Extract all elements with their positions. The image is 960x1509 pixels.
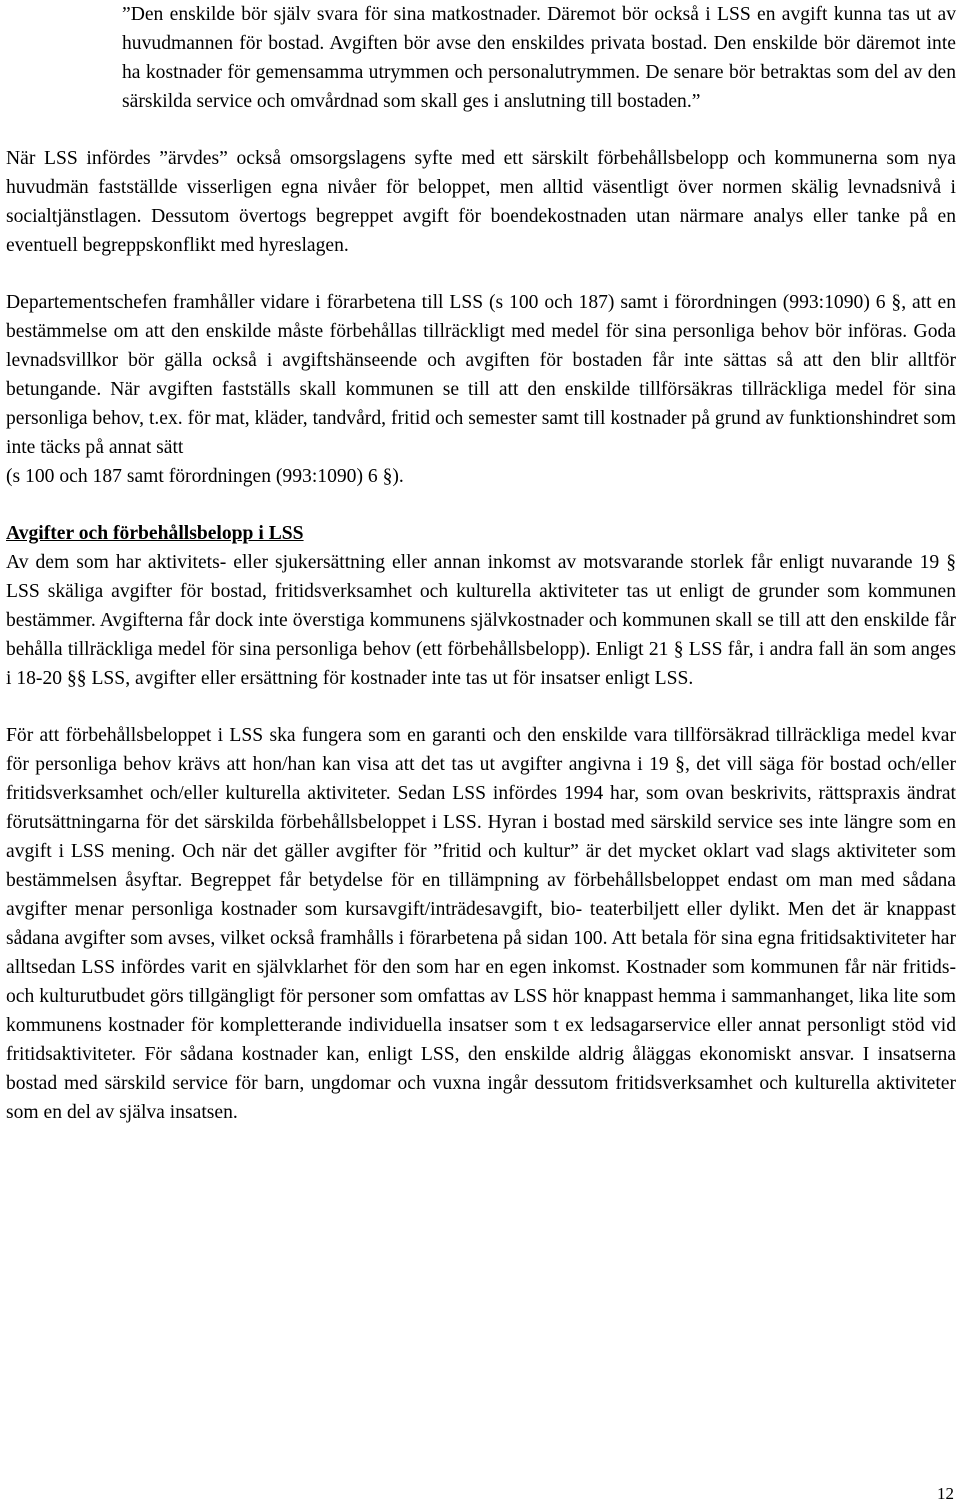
- paragraph-gap: [6, 491, 956, 519]
- paragraph-gap: [6, 693, 956, 721]
- paragraph-departementschefen: Departementschefen framhåller vidare i förarbetena till LSS (s 100 och 187) samt i förordningen (993:1090) 6 §, att en bestämmelse om att den enskilde måste förbehållas tillräckligt med medel för sina personliga behov bör införas. Goda levnadsvillkor bör gälla också i avgiftshänseende och avgiften för bostaden får inte sättas så att den blir alltför betungande. När avgiften fastställs skall kommunen se till att den enskilde tillförsäkras tillräckliga medel för sina personliga behov, t.ex. för mat, kläder, tandvård, fritid och semester samt till kostnader på grund av funktionshindret som inte täcks på annat sätt: [6, 292, 956, 458]
- paragraph-gap: [6, 260, 956, 288]
- section-heading: Avgifter och förbehållsbelopp i LSS: [6, 523, 304, 544]
- quote-paragraph: ”Den enskilde bör själv svara för sina matkostnader. Däremot bör också i LSS en avgift kunna tas ut av huvudmannen för bostad. Avgiften bör avse den enskildes privata bostad. Den enskilde bör däremot inte ha kostnader för gemensamma utrymmen och personalutrymmen. De senare bör betraktas som del av den särskilda service och omvårdnad som skall ges i anslutning till bostaden.”: [122, 4, 956, 112]
- paragraph-gap: [6, 116, 956, 144]
- page-number: 12: [937, 1484, 954, 1503]
- paragraph-forbehallsbelopp: För att förbehållsbeloppet i LSS ska fungera som en garanti och den enskilde vara tillförsäkrad tillräckliga medel kvar för personliga behov krävs att hon/han kan visa att det tas ut avgifter angivna i 19 §, det vill säga för bostad och/eller fritidsverksamhet och/eller kulturella aktiviteter. Sedan LSS infördes 1994 har, som ovan beskrivits, rättspraxis ändrat förutsättningarna för det särskilda förbehållsbeloppet i LSS. Hyran i bostad med särskild service ses inte längre som en avgift i LSS mening. Och när det gäller avgifter för ”fritid och kultur” är det mycket oklart vad slags aktiviteter som bestämmelsen åsyftar. Begreppet får betydelse för en tillämpning av förbehållsbeloppet endast om man med sådana avgifter menar personliga kostnader som kursavgift/inträdesavgift, bio- teaterbiljett eller dylikt. Men det är knappast sådana avgifter som avses, vilket också framhålls i förarbetena på sidan 100. Att betala för sina egna fritidsaktiviteter har alltsedan LSS infördes varit en självklarhet för den som har en egen inkomst. Kostnader som kommunen får när fritids- och kulturutbudet görs tillgängligt för personer som omfattas av LSS hör knappast hemma i sammanhanget, lika lite som kommunens kostnader för kompletterande individuella insatser som t ex ledsagarservice eller annat personligt stöd vid fritidsaktiviteter. För sådana kostnader kan, enligt LSS, den enskilde aldrig åläggas ekonomiskt ansvar. I insatserna bostad med särskild service för barn, ungdomar och vuxna ingår dessutom fritidsverksamhet och kulturella aktiviteter som en del av själva insatsen.: [6, 725, 956, 1123]
- paragraph-lss-intro: När LSS infördes ”ärvdes” också omsorgslagens syfte med ett särskilt förbehållsbelopp och kommunerna som nya huvudmän fastställde visserligen egna nivåer för beloppet, men alltid väsentligt över normen skälig levnadsnivå i socialtjänstlagen. Dessutom övertogs begreppet avgift för boendekostnaden utan närmare analys eller tanke på en eventuell begreppskonflikt med hyreslagen.: [6, 148, 956, 256]
- document-page: [6, 0, 956, 1127]
- paragraph-avgifter: Av dem som har aktivitets- eller sjukersättning eller annan inkomst av motsvarande storlek får enligt nuvarande 19 § LSS skäliga avgifter för bostad, fritidsverksamhet och kulturella aktiviteter tas ut enligt de grunder som kommunen bestämmer. Avgifterna får dock inte överstiga kommunens självkostnader och kommunen skall se till att den enskilde får behålla tillräckliga medel för sina personliga behov (ett förbehållsbelopp). Enligt 21 § LSS får, i andra fall än som anges i 18-20 §§ LSS, avgifter eller ersättning för kostnader inte tas ut för insatser enligt LSS.: [6, 552, 956, 689]
- paragraph-departementschefen-end: (s 100 och 187 samt förordningen (993:1090) 6 §).: [6, 466, 404, 487]
